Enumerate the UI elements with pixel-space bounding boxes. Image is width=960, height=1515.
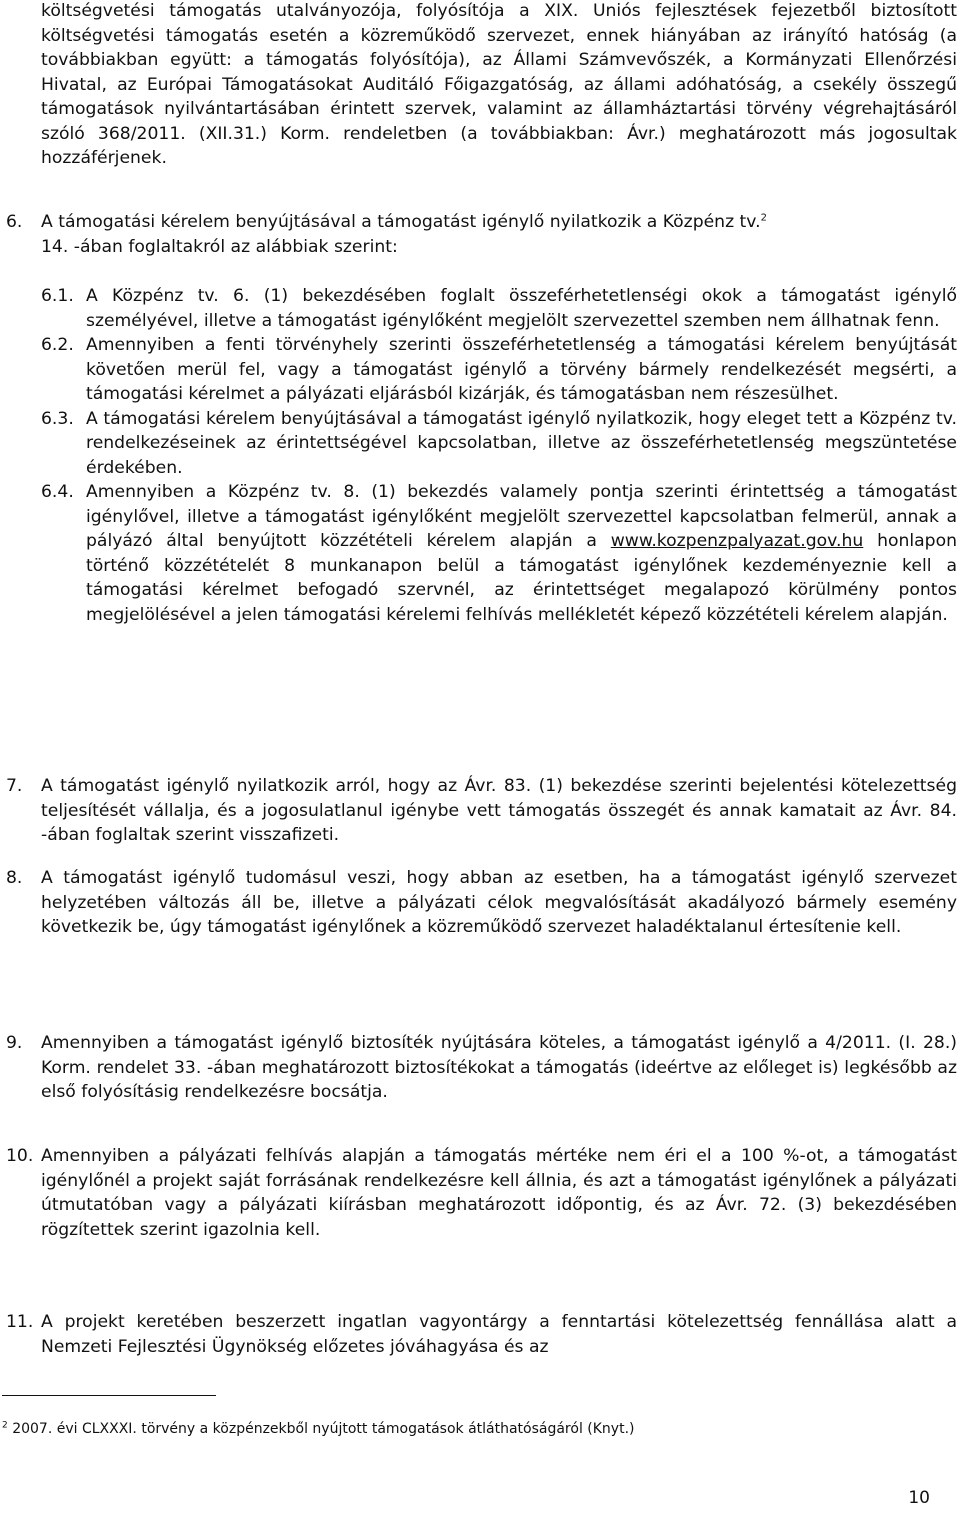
footnote — [2, 1420, 635, 1438]
subitem-text: A támogatási kérelem benyújtásával a támogatást igénylő nyilatkozik, hogy eleget tett a Közpénz tv. rendelkezéseinek az érintettségével kapcsolatban, illetve az összeférhetetlenség megszüntetése érdekében. — [86, 408, 957, 478]
footnote-reference: 2 — [760, 212, 767, 224]
item-number: 8. — [6, 868, 23, 888]
item-10 — [6, 1144, 957, 1242]
item-text: Amennyiben a támogatást igénylő biztosíték nyújtására köteles, a támogatást igénylő a 4/2011. (I. 28.) Korm. rendelet 33. -ában meghatározott biztosítékokat a támogatás (ideértve az előleget is) legkésőbb az első folyósításig rendelkezésre bocsátja. — [41, 1033, 957, 1102]
continuation-paragraph: költségvetési támogatás utalványozója, folyósítója a XIX. Uniós fejlesztések fejezetből biztosított költségvetési támogatás esetén a közreműködő szervezet, ennek hiányában az irányító hatóság (a továbbiakban együtt: a támogatás folyósítója), az Állami Számvevőszék, a Kormányzati Ellenőrzési Hivatal, az Európai Támogatásokat Auditáló Főigazgatóság, az állami adóhatóság, a csekély összegű támogatások nyilvántartásában érintett szervek, valamint az államháztartási törvény végrehajtásáról szóló 368/2011. (XII.31.) Korm. rendeletben (a továbbiakban: Ávr.) meghatározott más jogosultak hozzáférjenek. — [41, 1, 957, 168]
item-6 — [6, 210, 957, 259]
item-number: 9. — [6, 1033, 23, 1053]
kozpenzpalyazat-link[interactable]: www.kozpenzpalyazat.gov.hu — [610, 531, 864, 551]
item-8 — [6, 866, 957, 940]
subitem-text-part: Amennyiben a Közpénz tv. 8. (1) bekezdés valamely pontja szerinti érintettség a támogatást igénylővel, illetve a támogatást igénylőként megjelölt szervezettel kapcsolatban felmerül, annak a pályázó által benyújtott közzétételi kérelem alapján a — [86, 482, 957, 551]
footnote-marker: 2 — [2, 1420, 8, 1431]
subitem-list — [41, 284, 957, 627]
subitem-number: 6.2. — [41, 335, 74, 355]
subitem-number: 6.4. — [41, 482, 74, 502]
item-text-part: 14. -ában foglaltakról az alábbiak szerint: — [41, 236, 398, 257]
item-number: 7. — [6, 776, 23, 796]
item-text: Amennyiben a pályázati felhívás alapján a támogatás mértéke nem éri el a 100 %-ot, a támogatást igénylőnél a projekt saját forrásának rendelkezésre kell állnia, és azt a támogatást igénylőnek a pályázati útmutatóban vagy a pályázati kiírásban meghatározott időpontig, és az Ávr. 72. (3) bekezdésében rögzítettek szerint igazolnia kell. — [41, 1146, 957, 1240]
item-text: A projekt keretében beszerzett ingatlan vagyontárgy a fenntartási kötelezettség fennállása alatt a Nemzeti Fejlesztési Ügynökség előzetes jóváhagyása és az — [41, 1312, 957, 1357]
footnote-text: 2007. évi CLXXXI. törvény a közpénzekből nyújtott támogatások átláthatóságáról (Knyt.) — [12, 1421, 635, 1437]
subitem-number: 6.3. — [41, 408, 74, 429]
subitem-text-part: honlapon történő közzétételét 8 munkanapon belül a támogatást igénylőnek kezdeményeznie kell a támogatási kérelmet befogadó szervnél, az érintettséget megalapozó körülmény pontos megjelölésével a jelen támogatási kérelemi felhívás mellékletét képező közzétételi kérelem alapján. — [86, 531, 957, 625]
subitem-text: A Közpénz tv. 6. (1) bekezdésében foglalt összeférhetetlenségi okok a támogatást igénylő személyével, illetve a támogatást igénylőként megjelölt szervezettel szemben nem állhatnak fenn. — [86, 286, 957, 331]
item-text: A támogatást igénylő tudomásul veszi, hogy abban az esetben, ha a támogatást igénylő szervezet helyzetében változás áll be, illetve a pályázati célok megvalósítását akadályozó bármely esemény következik be, úgy támogatást igénylőnek a közreműködő szervezet haladéktalanul értesítenie kell. — [41, 868, 957, 937]
subitem — [41, 480, 957, 627]
footnote-separator — [2, 1395, 216, 1396]
subitem — [41, 333, 957, 407]
item-number: 10. — [6, 1146, 34, 1166]
item-7 — [6, 774, 957, 848]
item-11 — [6, 1310, 957, 1359]
item-number: 11. — [6, 1312, 34, 1332]
subitem-number: 6.1. — [41, 286, 74, 306]
subitem — [41, 284, 957, 333]
page-number: 10 — [908, 1488, 930, 1508]
subitem-text: Amennyiben a fenti törvényhely szerinti összeférhetetlenség a támogatási kérelem benyújtását követően merül fel, vagy a támogatást igénylő a törvény bármely rendelkezését megsérti, a támogatási kérelmet a pályázati eljárásból kizárják, és támogatásban nem részesülhet. — [86, 335, 957, 404]
item-text — [41, 210, 957, 259]
item-9 — [6, 1031, 957, 1105]
subitem — [41, 407, 957, 481]
item-text: A támogatást igénylő nyilatkozik arról, hogy az Ávr. 83. (1) bekezdése szerinti bejelentési kötelezettség teljesítését vállalja, és a jogosulatlanul igénybe vett támogatás összegét és annak kamatait az Ávr. 84. -ában foglaltak szerint visszafizeti. — [41, 776, 957, 845]
item-number: 6. — [6, 212, 23, 232]
subitem-text — [86, 480, 957, 627]
item-text-part: A támogatási kérelem benyújtásával a támogatást igénylő nyilatkozik a Közpénz tv. — [41, 212, 761, 232]
